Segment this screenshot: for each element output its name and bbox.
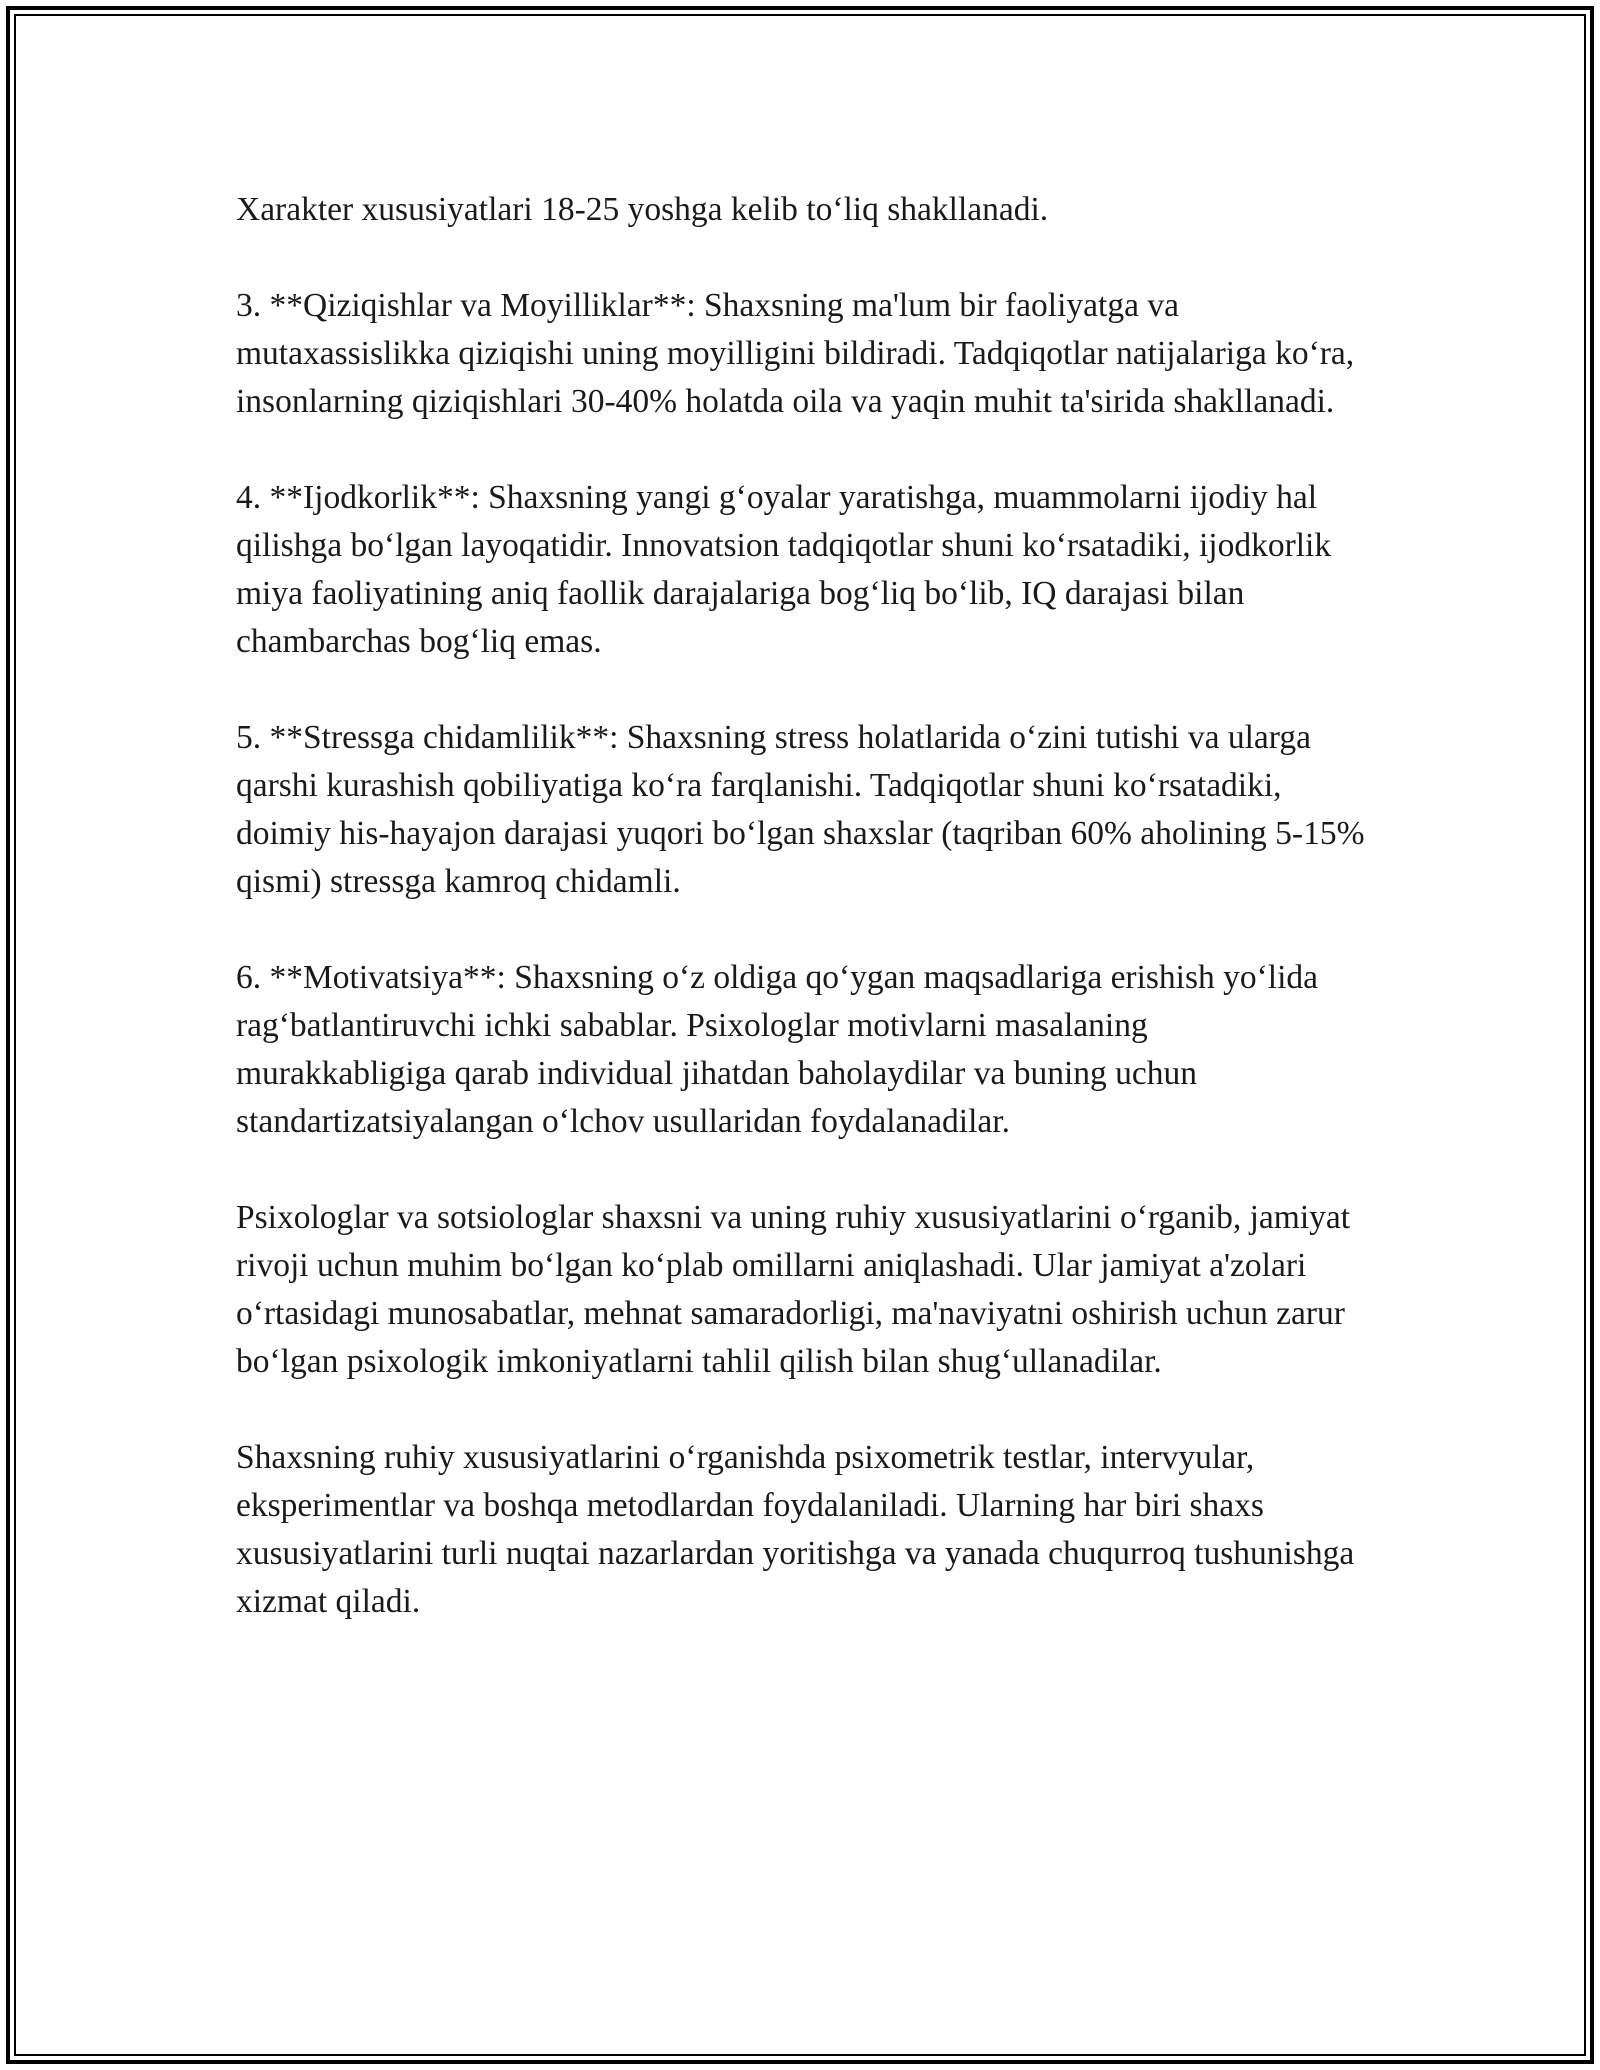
paragraph-motivation: 6. **Motivatsiya**: Shaxsning o‘z oldiga qo‘ygan maqsadlariga erishish yo‘lida rag‘batlantiruvchi ichki sabablar. Psixologlar motivlarni masalaning murakkabligiga qarab individual jihatdan baholaydilar va buning uchun standartizatsiyalangan o‘lchov usullaridan foydalanadilar. [236,959,1319,1140]
paragraph-methods: Shaxsning ruhiy xususiyatlarini o‘rganishda psixometrik testlar, intervyular, eksperimentlar va boshqa metodlardan foydalaniladi. Ularning har biri shaxs xususiyatlarini turli nuqtai nazarlardan yoritishga va yanada chuqurroq tushunishga xizmat qiladi. [236,1439,1355,1620]
paragraph-creativity: 4. **Ijodkorlik**: Shaxsning yangi g‘oyalar yaratishga, muammolarni ijodiy hal qilishga bo‘lgan layoqatidir. Innovatsion tadqiqotlar shuni ko‘rsatadiki, ijodkorlik miya faoliyatining aniq faollik darajalariga bog‘liq bo‘lib, IQ darajasi bilan chambarchas bog‘liq emas. [236,479,1332,660]
paragraph-character-traits: Xarakter xususiyatlari 18-25 yoshga kelib to‘liq shakllanadi. [236,191,1049,228]
document-body [236,186,1366,1674]
paragraph-interests: 3. **Qiziqishlar va Moyilliklar**: Shaxsning ma'lum bir faoliyatga va mutaxassislikka qiziqishi uning moyilligini bildiradi. Tadqiqotlar natijalariga ko‘ra, insonlarning qiziqishlari 30-40% holatda oila va yaqin muhit ta'sirida shakllanadi. [236,287,1355,420]
paragraph-psychologists: Psixologlar va sotsiologlar shaxsni va uning ruhiy xususiyatlarini o‘rganib, jamiyat rivoji uchun muhim bo‘lgan ko‘plab omillarni aniqlashadi. Ular jamiyat a'zolari o‘rtasidagi munosabatlar, mehnat samaradorligi, ma'naviyatni oshirish uchun zarur bo‘lgan psixologik imkoniyatlarni tahlil qilish bilan shug‘ullanadilar. [236,1199,1351,1380]
paragraph-stress-resistance: 5. **Stressga chidamlilik**: Shaxsning stress holatlarida o‘zini tutishi va ularga qarshi kurashish qobiliyatiga ko‘ra farqlanishi. Tadqiqotlar shuni ko‘rsatadiki, doimiy his-hayajon darajasi yuqori bo‘lgan shaxslar (taqriban 60% aholining 5-15% qismi) stressga kamroq chidamli. [236,719,1365,900]
